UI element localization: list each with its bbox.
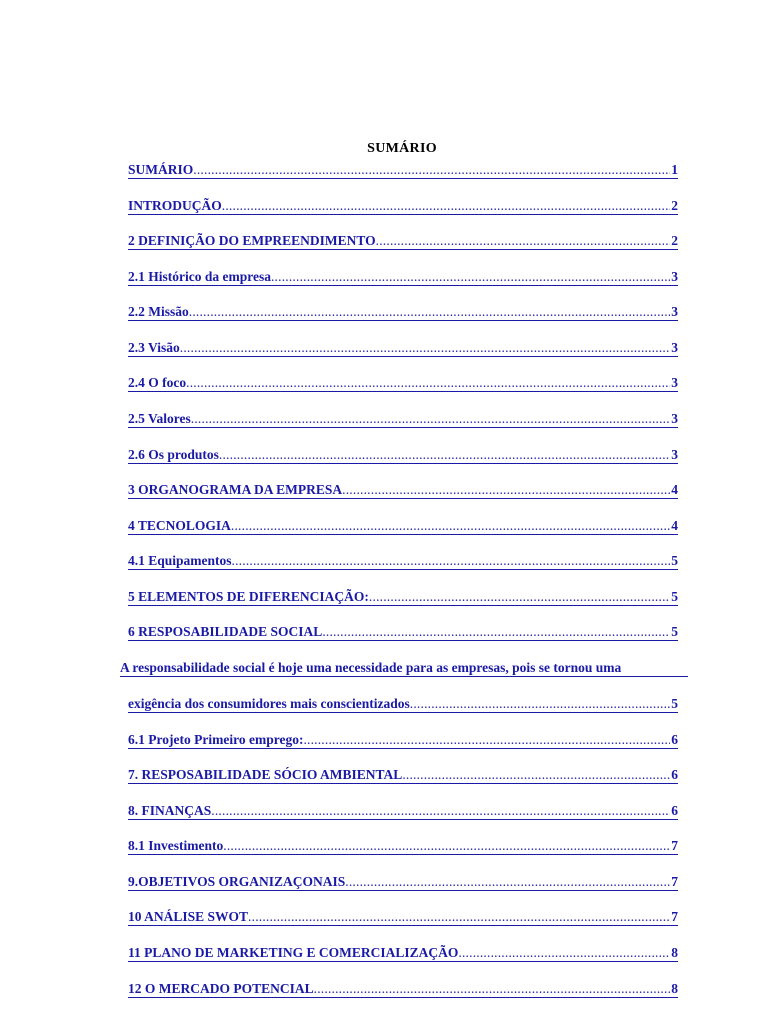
toc-entry-page: 7 [671, 874, 678, 889]
toc-entry-label: exigência dos consumidores mais conscientizados [128, 696, 410, 711]
toc-entry-page: 3 [671, 375, 678, 390]
toc-entry-objetivos[interactable] [128, 870, 678, 891]
toc-leader-dots [410, 696, 670, 712]
toc-entry-label: 11 PLANO DE MARKETING E COMERCIALIZAÇÃO [128, 945, 459, 960]
toc-entry-socio-ambiental[interactable] [128, 763, 678, 784]
toc-leader-dots [180, 340, 670, 356]
toc-entry-label: 2.3 Visão [128, 340, 180, 355]
toc-entry-label: 8. FINANÇAS [128, 803, 212, 818]
toc-entry-label: A responsabilidade social é hoje uma necessidade para as empresas, pois se tornou uma [120, 660, 622, 675]
toc-entry-page: 8 [671, 945, 678, 960]
toc-entry-page: 1 [671, 162, 678, 177]
toc-leader-dots [271, 269, 670, 285]
toc-leader-dots [322, 624, 670, 640]
toc-entry-sumario[interactable] [128, 158, 678, 179]
toc-entry-label: 6 RESPOSABILIDADE SOCIAL [128, 624, 323, 639]
toc-entry-page: 4 [671, 482, 678, 497]
toc-entry-definicao[interactable] [128, 229, 678, 250]
toc-entry-swot[interactable] [128, 905, 678, 926]
toc-leader-dots [231, 518, 670, 534]
toc-entry-responsabilidade-texto[interactable] [120, 656, 688, 677]
toc-entry-introducao[interactable] [128, 194, 678, 215]
toc-entry-page: 4 [671, 518, 678, 533]
toc-entry-label: 8.1 Investimento [128, 838, 224, 853]
toc-entry-label: 2.6 Os produtos [128, 447, 219, 462]
toc-leader-dots [219, 447, 670, 463]
toc-leader-dots [342, 482, 670, 498]
toc-entry-tecnologia[interactable] [128, 514, 678, 535]
toc-entry-page: 6 [671, 732, 678, 747]
toc-entry-page: 3 [671, 340, 678, 355]
toc-leader-dots [193, 162, 670, 178]
toc-entry-foco[interactable] [128, 371, 678, 392]
toc-entry-produtos[interactable] [128, 443, 678, 464]
toc-entry-label: 9.OBJETIVOS ORGANIZAÇONAIS [128, 874, 346, 889]
toc-leader-dots [345, 874, 670, 890]
toc-entry-page: 6 [671, 803, 678, 818]
toc-entry-page: 3 [671, 304, 678, 319]
toc-entry-page: 2 [671, 233, 678, 248]
toc-entry-label: INTRODUÇÃO [128, 198, 222, 213]
toc-entry-label: 7. RESPOSABILIDADE SÓCIO AMBIENTAL [128, 767, 403, 782]
toc-entry-primeiro-emprego[interactable] [128, 728, 678, 749]
toc-entry-page: 5 [671, 589, 678, 604]
toc-entry-page: 3 [671, 269, 678, 284]
toc-leader-dots [186, 375, 670, 391]
toc-entry-page: 3 [671, 411, 678, 426]
toc-entry-missao[interactable] [128, 300, 678, 321]
toc-leader-dots [232, 553, 671, 569]
toc-leader-dots [303, 732, 670, 748]
toc-entry-label: 5 ELEMENTOS DE DIFERENCIAÇÃO: [128, 589, 369, 604]
toc-entry-marketing[interactable] [128, 941, 678, 962]
toc-entry-page: 5 [671, 696, 678, 711]
toc-entry-label: 12 O MERCADO POTENCIAL [128, 981, 314, 996]
toc-entry-responsabilidade-social[interactable] [128, 620, 678, 641]
toc-leader-dots [248, 909, 670, 925]
toc-leader-dots [369, 589, 670, 605]
toc-entry-label: 2.2 Missão [128, 304, 189, 319]
toc-leader-dots [314, 981, 671, 997]
toc-entry-label: 4.1 Equipamentos [128, 553, 232, 568]
toc-leader-dots [402, 767, 670, 783]
toc-entry-valores[interactable] [128, 407, 678, 428]
toc-entry-label: SUMÁRIO [128, 162, 194, 177]
toc-entry-organograma[interactable] [128, 478, 678, 499]
toc-entry-page: 5 [671, 624, 678, 639]
toc-entry-page: 5 [671, 553, 678, 568]
toc-leader-dots [223, 838, 670, 854]
toc-entry-page: 7 [671, 909, 678, 924]
toc-entry-financas[interactable] [128, 799, 678, 820]
toc-entry-historico[interactable] [128, 265, 678, 286]
toc-entry-label: 3 ORGANOGRAMA DA EMPRESA [128, 482, 343, 497]
toc-entry-label: 2.4 O foco [128, 375, 187, 390]
toc-entry-page: 8 [671, 981, 678, 996]
toc-leader-dots [191, 411, 670, 427]
toc-leader-dots [376, 233, 671, 249]
toc-entry-mercado[interactable] [128, 977, 678, 998]
toc-title: SUMÁRIO [367, 141, 437, 156]
toc-entry-label: 6.1 Projeto Primeiro emprego: [128, 732, 304, 747]
toc-entry-equipamentos[interactable] [128, 549, 678, 570]
toc-entry-exigencia[interactable] [128, 692, 678, 713]
toc-entry-investimento[interactable] [128, 834, 678, 855]
toc-entry-page: 3 [671, 447, 678, 462]
toc-entry-visao[interactable] [128, 336, 678, 357]
toc-entry-label: 4 TECNOLOGIA [128, 518, 231, 533]
toc-entry-page: 2 [671, 198, 678, 213]
toc-entry-label: 10 ANÁLISE SWOT [128, 909, 249, 924]
toc-leader-dots [222, 198, 670, 214]
toc-leader-dots [458, 945, 670, 961]
toc-entry-label: 2.1 Histórico da empresa [128, 269, 271, 284]
toc-leader-dots [189, 304, 671, 320]
toc-entry-label: 2 DEFINIÇÃO DO EMPREENDIMENTO [128, 233, 376, 248]
toc-leader-dots [211, 803, 670, 819]
toc-entry-diferenciacao[interactable] [128, 585, 678, 606]
toc-entry-page: 7 [671, 838, 678, 853]
toc-entry-page: 6 [671, 767, 678, 782]
toc-entry-label: 2.5 Valores [128, 411, 191, 426]
